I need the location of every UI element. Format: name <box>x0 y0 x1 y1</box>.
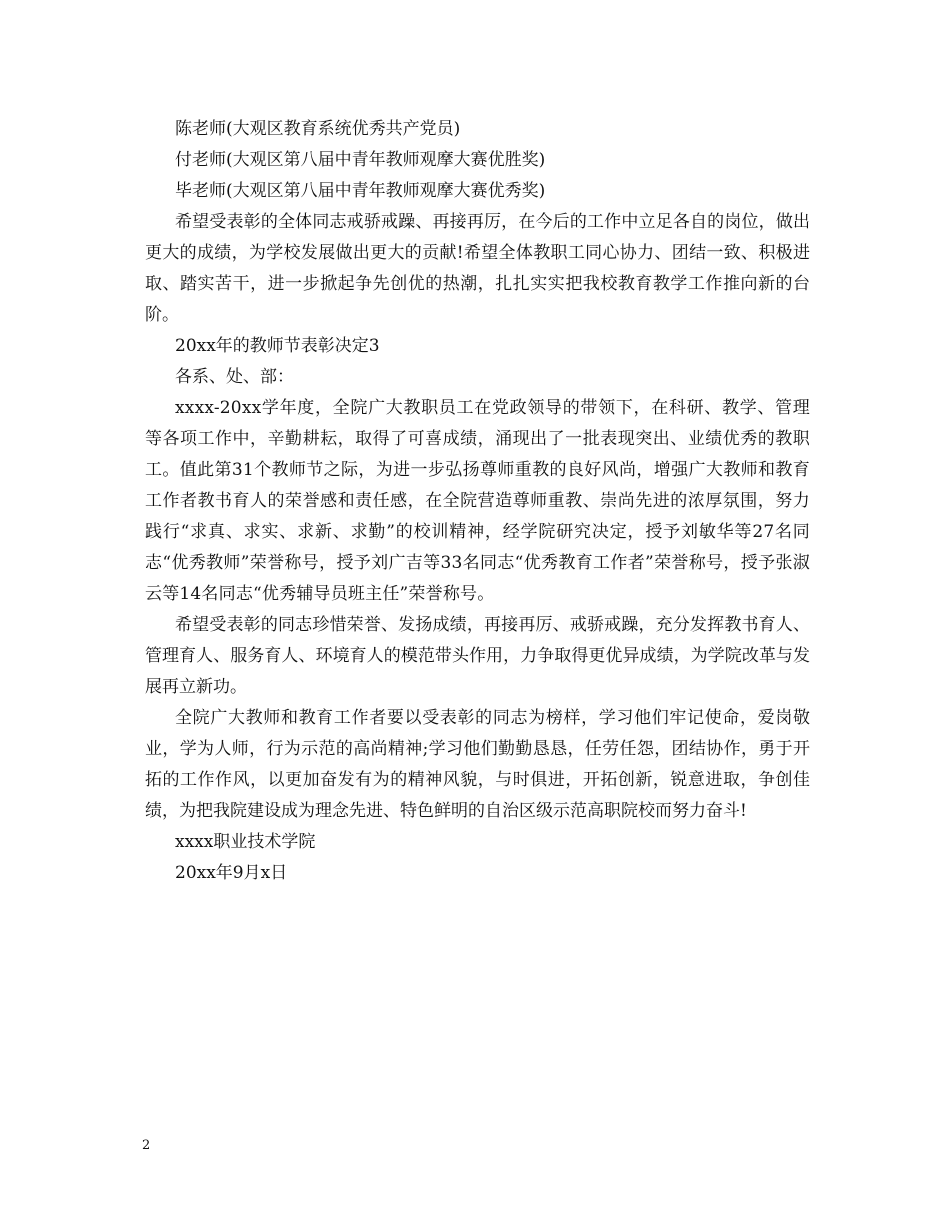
page-number: 2 <box>142 1138 151 1153</box>
signature-institution: xxxx职业技术学院 <box>175 832 316 852</box>
award-item-fu: 付老师(大观区第八届中青年教师观摩大赛优胜奖) <box>175 150 546 170</box>
paragraph-hope-honorees: 希望受表彰的同志珍惜荣誉、发扬成绩，再接再厉、戒骄戒躁，充分发挥教书育人、管理育人、服务育人、环境育人的模范带头作用，力争取得更优异成绩，为学院改革与发展再立新功。 <box>145 615 810 697</box>
award-item-chen: 陈老师(大观区教育系统优秀共产党员) <box>175 119 461 139</box>
paragraph-decision: xxxx-20xx学年度，全院广大教职员工在党政领导的带领下，在科研、教学、管理等各项工作中，辛勤耕耘，取得了可喜成绩，涌现出了一批表现突出、业绩优秀的教职工。值此第31个教师节之际，为进一步弘扬尊师重教的良好风尚，增强广大教师和教育工作者教书育人的荣誉感和责任感，在全院营造尊师重教、崇尚先进的浓厚氛围，努力践行“求真、求实、求新、求勤”的校训精神，经学院研究决定，授予刘敏华等27名同志“优秀教师”荣誉称号，授予刘广吉等33名同志“优秀教育工作者”荣誉称号，授予张淑云等14名同志“优秀辅导员班主任”荣誉称号。 <box>145 398 810 604</box>
document-body <box>145 114 810 889</box>
signature-date: 20xx年9月x日 <box>175 863 288 883</box>
section-title: 20xx年的教师节表彰决定3 <box>175 336 380 356</box>
award-item-bi: 毕老师(大观区第八届中青年教师观摩大赛优秀奖) <box>175 181 546 201</box>
paragraph-call-to-action: 全院广大教师和教育工作者要以受表彰的同志为榜样，学习他们牢记使命，爱岗敬业，学为人师，行为示范的高尚精神;学习他们勤勤恳恳，任劳任怨，团结协作，勇于开拓的工作作风，以更加奋发有为的精神风貌，与时俱进，开拓创新，锐意进取，争创佳绩，为把我院建设成为理念先进、特色鲜明的自治区级示范高职院校而努力奋斗! <box>145 708 810 821</box>
salutation: 各系、处、部： <box>175 367 294 387</box>
paragraph-hope-staff: 希望受表彰的全体同志戒骄戒躁、再接再厉，在今后的工作中立足各自的岗位，做出更大的成绩，为学校发展做出更大的贡献!希望全体教职工同心协力、团结一致、积极进取、踏实苦干，进一步掀起争先创优的热潮，扎扎实实把我校教育教学工作推向新的台阶。 <box>145 212 810 325</box>
